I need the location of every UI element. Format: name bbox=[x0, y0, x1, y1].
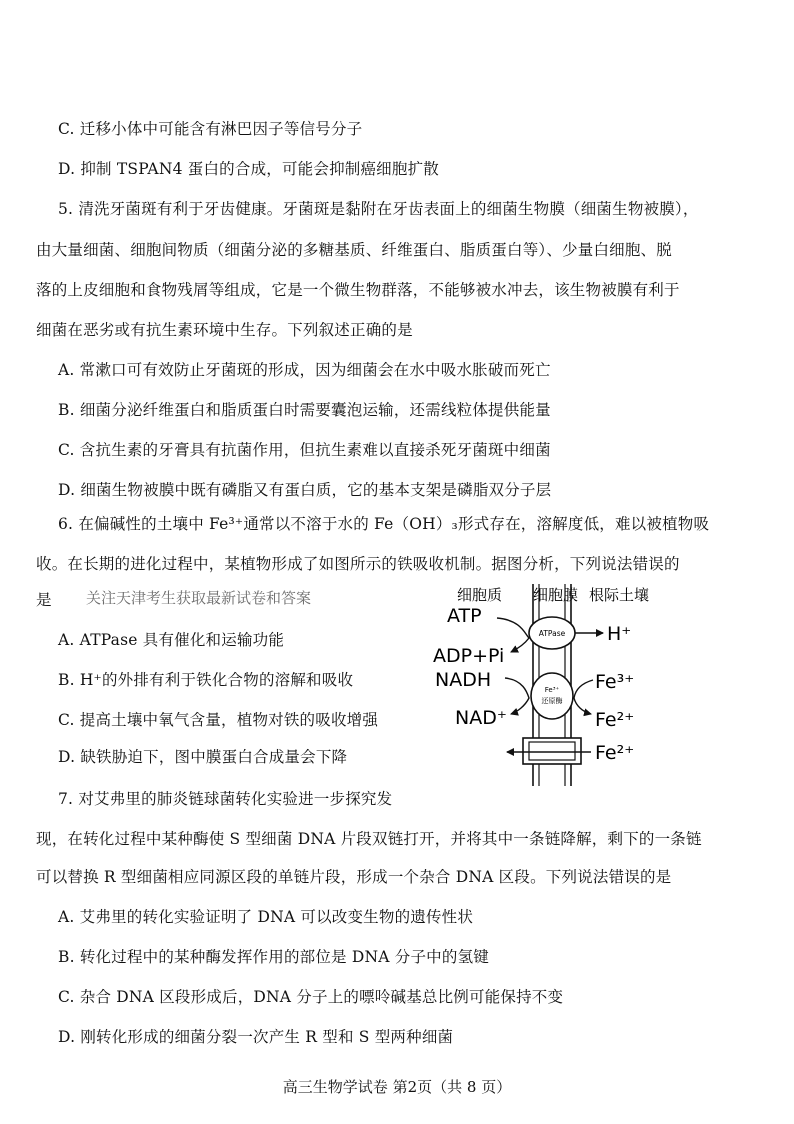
option-4d: D. 抑制 TSPAN4 蛋白的合成，可能会抑制癌细胞扩散 bbox=[58, 160, 439, 178]
label-cell-membrane: 细胞膜 bbox=[533, 586, 579, 604]
label-rhizosphere-soil: 根际土壤 bbox=[589, 586, 650, 604]
h-plus-label: H⁺ bbox=[607, 623, 632, 645]
question-7-line-3: 可以替换 R 型细菌相应同源区段的单链片段，形成一个杂合 DNA 区段。下列说法错误的是 bbox=[36, 868, 672, 886]
option-6d: D. 缺铁胁迫下，图中膜蛋白合成量会下降 bbox=[58, 748, 348, 766]
option-6b: B. H⁺的外排有利于铁化合物的溶解和吸收 bbox=[58, 671, 354, 689]
nadh-label: NADH bbox=[435, 669, 492, 691]
option-7c: C. 杂合 DNA 区段形成后，DNA 分子上的嘌呤碱基总比例可能保持不变 bbox=[58, 988, 564, 1006]
question-6-line-2: 收。在长期的进化过程中，某植物形成了如图所示的铁吸收机制。据图分析，下列说法错误的 bbox=[36, 555, 680, 573]
fe2-plus-label-b: Fe²⁺ bbox=[595, 742, 635, 764]
fe-reduction-arrow bbox=[574, 680, 593, 714]
question-6-line-1: 6. 在偏碱性的土壤中 Fe³⁺通常以不溶于水的 Fe（OH）₃形式存在，溶解度低，难以被植物吸 bbox=[58, 515, 710, 533]
option-6a: A. ATPase 具有催化和运输功能 bbox=[58, 631, 285, 649]
page-footer: 高三生物学试卷 第2页（共 8 页） bbox=[282, 1078, 512, 1096]
option-5d: D. 细菌生物被膜中既有磷脂又有蛋白质，它的基本支架是磷脂双分子层 bbox=[58, 481, 552, 499]
option-4c: C. 迁移小体中可能含有淋巴因子等信号分子 bbox=[58, 120, 363, 138]
adp-pi-label: ADP+Pi bbox=[433, 645, 505, 667]
fe-reductase-label-1: Fe³⁺ bbox=[544, 686, 560, 694]
atpase-label: ATPase bbox=[538, 629, 566, 638]
atp-label: ATP bbox=[447, 605, 482, 627]
nad-plus-label: NAD⁺ bbox=[455, 707, 507, 729]
question-5-line-2: 由大量细菌、细胞间物质（细菌分泌的多糖基质、纤维蛋白、脂质蛋白等）、少量白细胞、脱 bbox=[36, 241, 672, 259]
question-5-line-4: 细菌在恶劣或有抗生素环境中生存。下列叙述正确的是 bbox=[36, 321, 413, 339]
label-cytoplasm: 细胞质 bbox=[457, 586, 503, 604]
fe2-plus-label-a: Fe²⁺ bbox=[595, 709, 635, 731]
fe-reductase-protein bbox=[531, 673, 573, 719]
option-5b: B. 细菌分泌纤维蛋白和脂质蛋白时需要囊泡运输，还需线粒体提供能量 bbox=[58, 401, 551, 419]
fe2-transporter-inner bbox=[529, 742, 575, 760]
option-5a: A. 常漱口可有效防止牙菌斑的形成，因为细菌会在水中吸水胀破而死亡 bbox=[58, 361, 551, 379]
option-5c: C. 含抗生素的牙膏具有抗菌作用，但抗生素难以直接杀死牙菌斑中细菌 bbox=[58, 441, 551, 459]
question-5-line-3: 落的上皮细胞和食物残屑等组成，它是一个微生物群落，不能够被水冲去，该生物被膜有利于 bbox=[36, 281, 680, 299]
option-6c: C. 提高土壤中氧气含量，植物对铁的吸收增强 bbox=[58, 711, 379, 729]
watermark-text: 关注天津考生获取最新试卷和答案 bbox=[86, 589, 312, 607]
fe3-plus-label: Fe³⁺ bbox=[595, 671, 635, 693]
option-7a: A. 艾弗里的转化实验证明了 DNA 可以改变生物的遗传性状 bbox=[58, 908, 474, 926]
question-7-line-2: 现，在转化过程中某种酶使 S 型细菌 DNA 片段双链打开，并将其中一条链降解，剩下的一条链 bbox=[36, 830, 702, 848]
question-7-line-1: 7. 对艾弗里的肺炎链球菌转化实验进一步探究发 bbox=[58, 790, 393, 808]
iron-uptake-diagram bbox=[425, 578, 685, 790]
nadh-arrow bbox=[505, 678, 529, 714]
iron-uptake-svg bbox=[425, 578, 685, 790]
fe-reductase-label-2: 还原酶 bbox=[541, 697, 563, 705]
question-5-line-1: 5. 清洗牙菌斑有利于牙齿健康。牙菌斑是黏附在牙齿表面上的细菌生物膜（细菌生物被膜）， bbox=[58, 200, 699, 218]
option-7d: D. 刚转化形成的细菌分裂一次产生 R 型和 S 型两种细菌 bbox=[58, 1028, 454, 1046]
option-7b: B. 转化过程中的某种酶发挥作用的部位是 DNA 分子中的氢键 bbox=[58, 948, 489, 966]
question-6-line-3: 是 bbox=[36, 591, 52, 609]
